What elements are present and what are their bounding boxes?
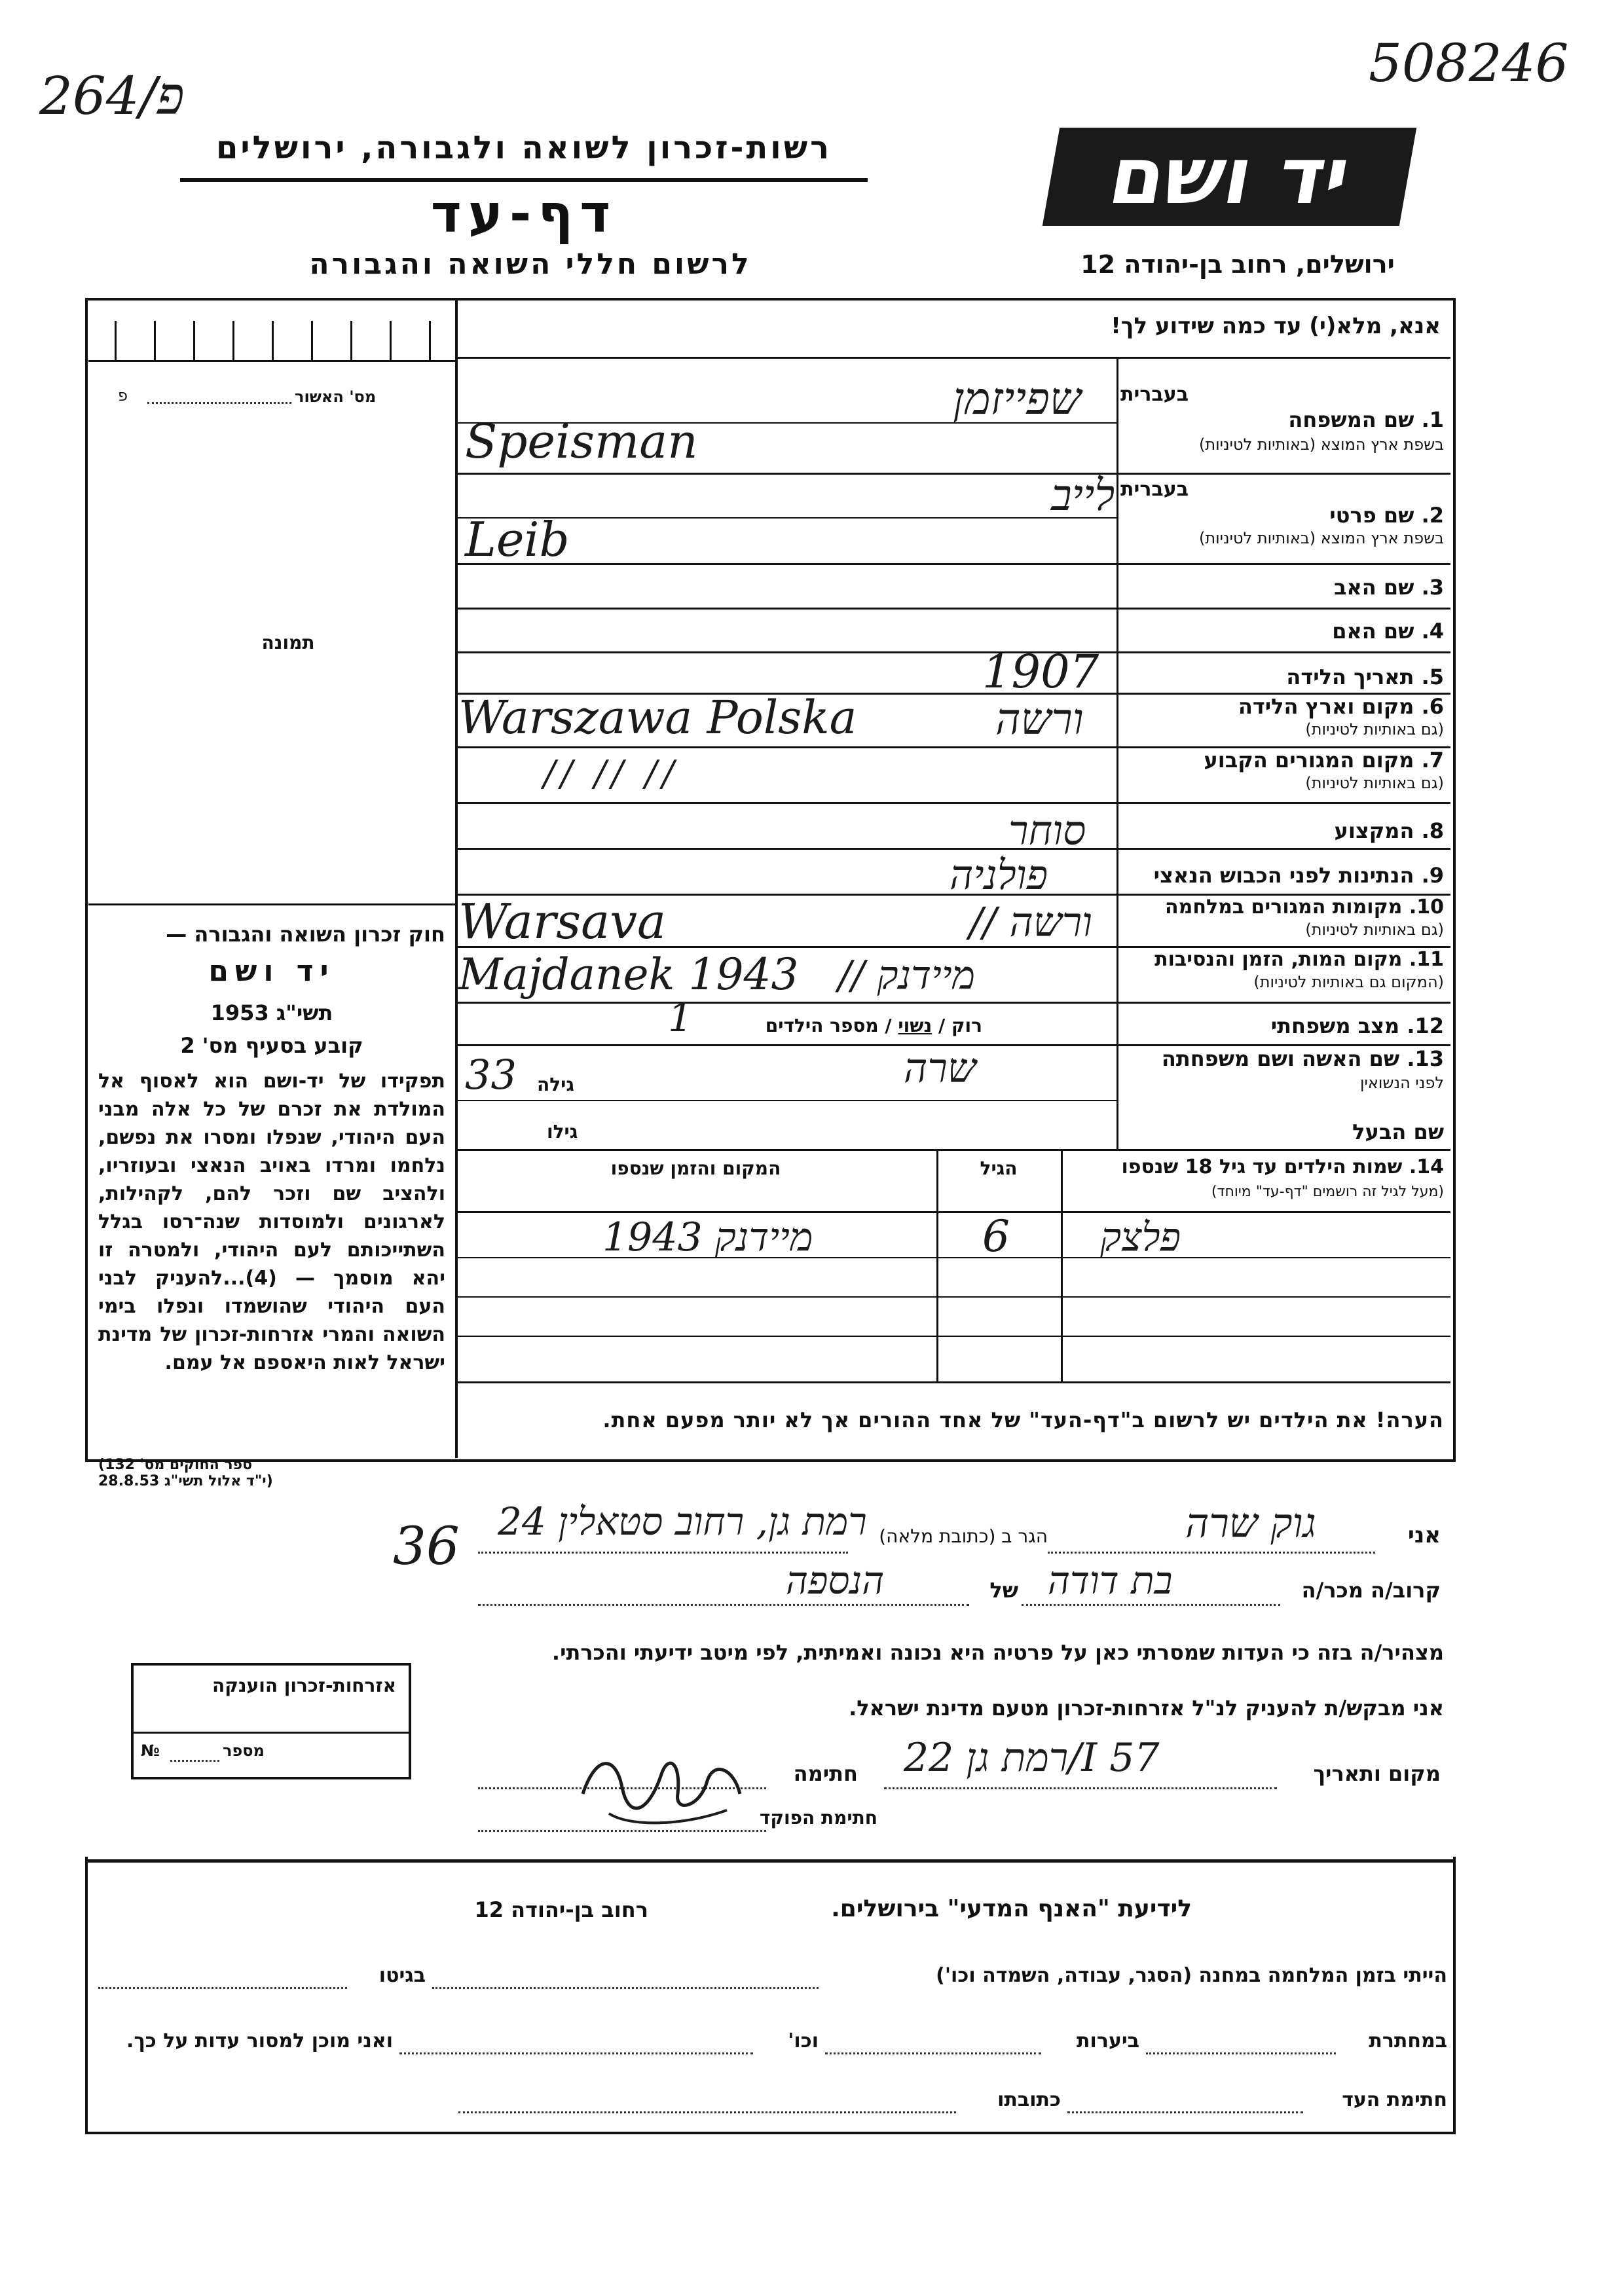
- f2-num: 2.: [1421, 503, 1444, 528]
- f14-num: 14.: [1409, 1156, 1444, 1178]
- f12-num: 12.: [1407, 1013, 1444, 1038]
- law-ref-2: י"ד אלול תשי"ג 28.8.53): [98, 1473, 273, 1489]
- law-name: יד ושם: [208, 955, 335, 988]
- f7-hint: (גם באותיות לטיניות): [1305, 774, 1444, 792]
- f7-label-text: מקום המגורים הקבוע: [1204, 748, 1414, 773]
- f8-label-text: המקצוע: [1334, 818, 1414, 843]
- authority-line: רשות-זכרון לשואה ולגבורה, ירושלים: [215, 130, 832, 166]
- f14-child-name: פלצק: [1100, 1214, 1181, 1260]
- f10-label-text: מקומות המגורים במלחמה: [1165, 896, 1403, 919]
- law-heading: חוק זכרון השואה והגבורה —: [166, 922, 445, 947]
- footer-line2-etc: וכו': [788, 2030, 819, 2052]
- f1-value-hebrew: שפייזמן: [953, 373, 1082, 425]
- f9-label: [1126, 863, 1444, 888]
- f6-label: [1126, 694, 1444, 719]
- f5-num: 5.: [1421, 665, 1444, 689]
- place-date-label: מקום ותאריך: [1313, 1761, 1441, 1786]
- law-ref-1: (ספר החוקים מס' 132: [98, 1457, 253, 1473]
- footer-line3-address: כתובתו: [997, 2088, 1061, 2111]
- f1-label-text: שם המשפחה: [1288, 407, 1414, 432]
- f13-value: שרה: [904, 1044, 976, 1092]
- f14-hint: (מעל לגיל זה רושמים "דף-עד" מיוחד): [1211, 1184, 1444, 1200]
- f7-value: // // //: [544, 753, 680, 794]
- f4-label: [1126, 619, 1444, 644]
- f2-value-hebrew: לייב: [1051, 470, 1115, 520]
- f11-num: 11.: [1409, 948, 1444, 971]
- f8-num: 8.: [1421, 818, 1444, 843]
- f10-hint: (גם באותיות לטיניות): [1305, 920, 1444, 939]
- f10-num: 10.: [1409, 896, 1444, 919]
- form-title: דף-עד: [430, 183, 618, 244]
- f12-status-married: נשוי: [898, 1015, 932, 1036]
- footer-line2-forests: ביערות: [1077, 2030, 1139, 2052]
- f6-value-latin: Warszawa Polska: [458, 691, 857, 744]
- citizenship-number-label: מספר: [223, 1741, 265, 1760]
- footer-line1-camp: הייתי בזמן המלחמה במחנה (הסגר, עבודה, השמדה וכו'): [936, 1964, 1447, 1987]
- f1-hint: בשפת ארץ המוצא (באותיות לטיניות): [1199, 435, 1444, 454]
- f6-label-text: מקום וארץ הלידה: [1238, 694, 1414, 719]
- f9-value: פולניה: [950, 851, 1048, 899]
- relation-value: בת דודה: [1048, 1558, 1173, 1603]
- f12-label-text: מצב משפחתי: [1270, 1013, 1400, 1038]
- record-number-handwritten: 508246: [1369, 33, 1569, 94]
- f4-label-text: שם האם: [1332, 619, 1414, 644]
- f13-hint: לפני הנשואין: [1359, 1074, 1444, 1092]
- f2-label-text: שם פרטי: [1329, 503, 1414, 528]
- f13-num: 13.: [1407, 1046, 1444, 1071]
- f11-label-text: מקום המות, הזמן והנסיבות: [1154, 948, 1403, 971]
- approval-number-label: מס' האשור: [295, 388, 377, 406]
- f1-num: 1.: [1421, 407, 1444, 432]
- margin-number-handwritten: 36: [393, 1516, 460, 1576]
- f5-label-text: תאריך הלידה: [1286, 665, 1414, 689]
- footer-line1-ghetto: בגיטו: [378, 1964, 426, 1987]
- f2-hebrew-tag: בעברית: [1120, 478, 1189, 501]
- archive-code-handwritten: פ/264: [39, 65, 185, 126]
- f10-value-latin: Warsava: [458, 894, 667, 950]
- declarant-address: רמת גן, רחוב סטאלין 24: [498, 1499, 867, 1544]
- f11-hint: (המקום גם באותיות לטיניות): [1253, 973, 1444, 991]
- law-text: תפקידו של יד-ושם הוא לאסוף אל המולדת את זכרם של כל אלה מבני העם היהודי, שנפלו ומסרו את נפשם, נלחמו ומרדו באויב הנאצי ובעוזריו, ולהציב שם וזכר להם, לקהילות, לארגונים ולמוסדות שנה־רסו בגלל השתייכותם לעם היהודי, ולמטרה זו יהא מוסמך — (4)...להעניק לבני העם היהודי שהושמדו ונפלו בימי השואה והמרי אזרחות-זכרון של מדינת ישראל לאות היאספם אל עמם.: [98, 1070, 445, 1374]
- f14-col-place: המקום והזמן שנספו: [610, 1157, 781, 1179]
- f1-value-latin: Speisman: [465, 414, 698, 469]
- declarant-signature: [570, 1735, 753, 1833]
- f6-hint: (גם באותיות לטיניות): [1305, 720, 1444, 738]
- footer-line2-testimony: ואני מוכן למסור עדות על כך.: [126, 2030, 393, 2052]
- footer-frame: [85, 1857, 1456, 2134]
- f2-label: [1126, 503, 1444, 528]
- f10-value-hebrew: ורשה //: [969, 898, 1093, 946]
- f8-label: [1126, 818, 1444, 843]
- f6-value-hebrew: ורשה: [995, 694, 1084, 744]
- f12-status-suffix: / מספר הילדים: [765, 1015, 892, 1036]
- f11-value-hebrew: מיידנק //: [838, 953, 976, 998]
- declaration-statement: מצהיר/ה בזה כי העדות שמסרתי כאן על פרטיה היא נכונה ואמיתית, לפי מיטב ידיעתי והכרתי.: [551, 1640, 1444, 1665]
- f14-label: [1064, 1156, 1444, 1178]
- declarant-prefix: אני: [1407, 1522, 1441, 1548]
- f1-label: [1126, 407, 1444, 432]
- f5-value: 1907: [982, 645, 1099, 699]
- f14-label-text: שמות הילדים עד גיל 18 שנספו: [1121, 1156, 1403, 1178]
- husband-label: שם הבעל: [1352, 1120, 1444, 1144]
- f11-label: [1126, 948, 1444, 971]
- photo-label: תמונה: [261, 632, 315, 653]
- husband-age-label: גילו: [547, 1121, 578, 1142]
- f7-label: [1126, 748, 1444, 773]
- f9-num: 9.: [1421, 863, 1444, 888]
- f4-num: 4.: [1421, 619, 1444, 644]
- f3-num: 3.: [1421, 575, 1444, 600]
- yad-vashem-logo: יד ושם: [1043, 128, 1416, 226]
- footer-heading: לידיעת "האנף המדעי" בירושלים.: [831, 1895, 1192, 1922]
- f12-status: [694, 1015, 982, 1036]
- children-note: הערה! את הילדים יש לרשום ב"דף-העד" של אחד ההורים אך לא יותר מפעם אחת.: [602, 1408, 1444, 1432]
- form-subtitle: לרשום חללי השואה והגבורה: [309, 247, 752, 281]
- of-label: של: [989, 1578, 1018, 1603]
- f11-value-latin: Majdanek 1943: [458, 949, 799, 1000]
- f8-value: סוחר: [1008, 807, 1086, 854]
- f6-num: 6.: [1421, 694, 1444, 719]
- f7-num: 7.: [1421, 748, 1444, 773]
- approval-mark: פ: [118, 386, 128, 405]
- f2-hint: בשפת ארץ המוצא (באותיות לטיניות): [1199, 529, 1444, 547]
- footer-heading-address: רחוב בן-יהודה 12: [474, 1897, 648, 1922]
- f3-label-text: שם האב: [1333, 575, 1414, 600]
- address-line: ירושלים, רחוב בן-יהודה 12: [1080, 250, 1395, 279]
- signature-label: חתימה: [793, 1761, 858, 1786]
- law-reference: [98, 1457, 445, 1489]
- citizenship-number-symbol: №: [141, 1741, 160, 1760]
- f14-child-age: 6: [982, 1211, 1010, 1262]
- f13-age-label: גילה: [537, 1074, 574, 1095]
- citizenship-request: אני מבקש/ת להעניק לנ"ל אזרחות-זכרון מטעם מדינת ישראל.: [849, 1696, 1444, 1721]
- f13-label: [1126, 1046, 1444, 1071]
- law-clause: קובע בסעיף מס' 2: [180, 1033, 363, 1058]
- law-year: תשי"ג 1953: [210, 1000, 333, 1025]
- of-value: הנספה: [786, 1558, 885, 1603]
- f10-label: [1126, 896, 1444, 919]
- f12-children-count: 1: [668, 995, 693, 1041]
- instruction: אנא, מלא(י) עד כמה שידוע לך!: [1111, 313, 1441, 339]
- footer-line3-witness-signature: חתימת העד: [1342, 2088, 1447, 2111]
- resident-label: הגר ב (כתובת מלאה): [879, 1525, 1048, 1547]
- f14-col-age: הגיל: [980, 1157, 1018, 1179]
- footer-line2-underground: במחתרת: [1369, 2030, 1447, 2052]
- citizenship-title: אזרחות-זכרון הוענקה: [212, 1675, 396, 1696]
- f13-label-text: שם האשה ושם משפחתה: [1161, 1046, 1400, 1071]
- f3-label: [1126, 575, 1444, 600]
- f12-status-prefix: רוק /: [938, 1015, 982, 1036]
- f13-age-value: 33: [465, 1051, 517, 1099]
- f9-label-text: הנתינות לפני הכבוש הנאצי: [1153, 863, 1414, 888]
- f14-child-place: מיידנק 1943: [602, 1214, 813, 1260]
- f1-hebrew-tag: בעברית: [1120, 383, 1189, 406]
- relation-label: קרוב/ה מכר/ה: [1301, 1578, 1441, 1603]
- place-date-value: רמת גן 22/I 57: [904, 1735, 1160, 1781]
- interviewer-signature-label: חתימת הפוקד: [759, 1807, 877, 1829]
- f5-label: [1126, 665, 1444, 689]
- f12-label: [1126, 1013, 1444, 1038]
- f2-value-latin: Leib: [465, 512, 570, 567]
- declarant-name: גוק שרה: [1185, 1499, 1316, 1547]
